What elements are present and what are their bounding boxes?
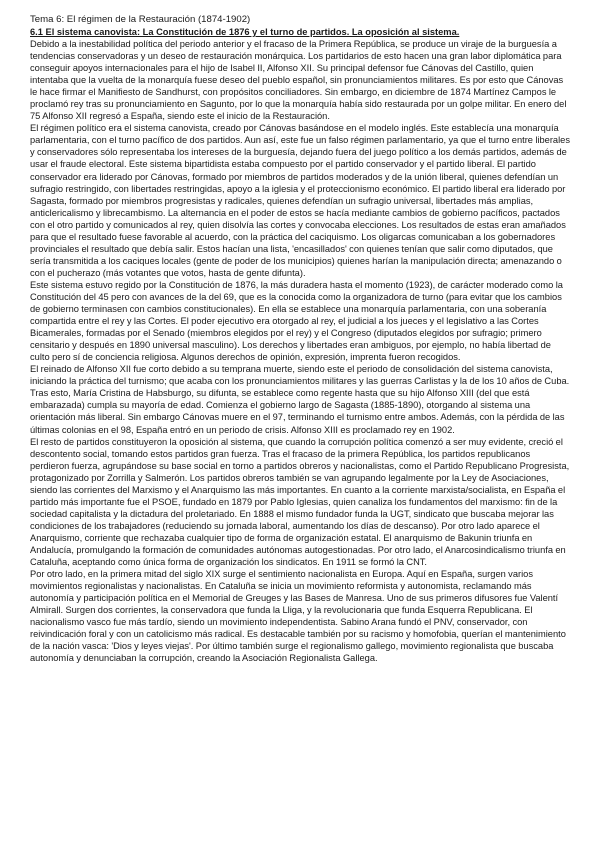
paragraph-alfonso-xii-reign: El reinado de Alfonso XII fue corto debido a su temprana muerte, siendo este el periodo de consolidación del sistema canovista, iniciando la práctica del turnismo; que acaba con los pronunciamientos militares y las guerras Carlistas y la de los 10 años de Cuba. Tras esto, María Cristina de Habsburgo, su difunta, se establece como regente hasta que su hijo Alfonso XIII (del que está embarazada) cumpla su mayoría de edad. Comienza el gobierno largo de Sagasta (1885-1890), otorgando al sistema una orientación más liberal. Sin embargo Cánovas muere en el 97, terminando el turnismo entre ambos. Además, con la pérdida de las últimas colonias en el 98, España entró en un periodo de crisis. Alfonso XIII es proclamado rey en 1902. [30,364,570,435]
section-heading: 6.1 El sistema canovista: La Constitución de 1876 y el turno de partidos. La oposición al sistema. [30,27,460,37]
paragraph-canovist-system: El régimen político era el sistema canovista, creado por Cánovas basándose en el modelo inglés. Este establecía una monarquía parlamentaria, con el turno pacífico de dos partidos. Aun así, este fue un falso régimen parlamentario, ya que el turno entre liberales y conservadores sólo representaba los intereses de la burguesía, dejando fuera del juego político a los demás partidos, además de usar el fraude electoral. Este sistema bipartidista estaba compuesto por el partido conservador y el partido liberal. El partido conservador era liderado por Cánovas, formado por miembros de partidos moderados y de la unión liberal, quienes defendían un sufragio restringido, con libertades restringidas, apoyo a la iglesia y el proteccionismo económico. El partido liberal era liderado por Sagasta, formado por miembros progresistas y radicales, quienes defendían un sufragio universal, libertades más amplias, anticlericalismo y librecambismo. La alternancia en el poder de estos se hacía mediante cambios de gobierno pacíficos, pactados con el otro partido y comunicados al rey, quien disolvía las cortes y convocaba elecciones. Los resultados de estas eran amañados para que el resultado fuese favorable al acuerdo, con la práctica del caciquismo. Los oligarcas comunicaban a los gobernadores provinciales el resultado que debía salir. Estos hacían una lista, 'encasillados' con quienes tenían que salir como diputados, que sería transmitida a los caciques locales (gente de poder de los municipios) quienes harían la manipulación directa; amenazando o con el pucherazo (más votantes que votos, hasta de gente difunta). [30,123,570,278]
document-title: Tema 6: El régimen de la Restauración (1874-1902) [30,14,251,25]
paragraph-constitution-1876: Este sistema estuvo regido por la Constitución de 1876, la más duradera hasta el momento (1923), de carácter moderado como la Constitución del 45 pero con avances de la del 69, que es la conocida como la organizadora de turno (para evitar que los cambios de gobierno terminasen con cambios constitucionales). En ella se establece una monarquía parlamentaria, con una soberanía compartida entre el rey y las Cortes. El poder ejecutivo era otorgado al rey, el judicial a los jueces y el legislativo a las Cortes Bicamerales, formadas por el Senado (miembros elegidos por el rey) y el Congreso (diputados elegidos por sufragio; primero censitario y después en 1890 universal masculino). Los derechos y libertades eran ambiguos, por ejemplo, no había libertad de culto pero sí de conciencia religiosa. Algunos derechos de opinión, expresión, imprenta fueron recogidos. [30,279,563,363]
paragraph-restoration-origins: Debido a la inestabilidad política del periodo anterior y el fracaso de la Primera República, se produce un viraje de la burguesía a tendencias conservadoras y un deseo de restauración monárquica. Los partidarios de esto hacen una gran labor diplomática para conseguir apoyos internacionales para el hijo de Isabel II, Alfonso XII. Su principal defensor fue Cánovas del Castillo, quien intentaba que la vuelta de la monarquía fuese deseo del pueblo español, sin pronunciamientos militares. Es por esto que Cánovas le hace firmar el Manifiesto de Sandhurst, con propósitos conciliadores. Sin embargo, en diciembre de 1874 Martínez Campos le proclamó rey tras su pronunciamiento en Sagunto, por lo que la monarquía había sido restaurada por un golpe militar. En enero del 75 Alfonso XII regresó a España, siendo este el inicio de la Restauración. [30,39,567,122]
paragraph-opposition-parties: El resto de partidos constituyeron la oposición al sistema, que cuando la corrupción política comenzó a ser muy evidente, creció el descontento social, tomando estos partidos gran fuerza. Tras el fracaso de la primera República, los partidos republicanos perdieron fuerza, agrupándose su base social en torno a partidos obreros y nacionalistas, como el Partido Republicano Progresista, protagonizado por Zorrilla y Salmerón. Los partidos obreros también se van agrupando legalmente por la Ley de Asociaciones, siendo las corrientes del Marxismo y el Anarquismo las más importantes. En cuanto a la corriente marxista/socialista, en España el partido más importante fue el PSOE, fundado en 1879 por Pablo Iglesias, quien canaliza los fundamentos del marxismo: fin de la sociedad capitalista y la dictadura del proletariado. En 1888 el mismo fundador funda la UGT, sindicato que buscaba mejorar las condiciones de los trabajadores (reduciendo su jornada laboral, aumentando los días de descanso). Por otro lado aparece el Anarquismo, corriente que rechazaba cualquier tipo de forma de organización estatal. El anarquismo de Bakunin triunfa en Andalucía, promulgando la formación de comunidades autónomas autogestionadas. Por otro lado, el Anarcosindicalismo triunfa en Cataluña, aceptando como única forma de organización los sindicatos. En 1911 se formó la CNT. [30,436,570,568]
paragraph-nationalisms: Por otro lado, en la primera mitad del siglo XIX surge el sentimiento nacionalista en Europa. Aquí en España, surgen varios movimientos regionalistas y nacionalistas. En Cataluña se inicia un movimiento reformista y autonomista, reclamando más autonomía y participación política en el Memorial de Greuges y las Bases de Manresa. Uno de sus primeros difusores fue Valentí Almirall. Surgen dos corrientes, la conservadora que funda la Lliga, y la revolucionaria que funda Esquerra Republicana. El nacionalismo vasco fue más tardío, siendo un movimiento independentista. Sabino Arana fundó el PNV, conservador, con reivindicación foral y con un catolicismo más radical. Es destacable también por su racismo y homofobia, querían el mantenimiento de la nación vasca: 'Dios y leyes viejas'. Por último también surge el regionalismo gallego, movimiento regionalista que buscaba autonomía y denunciaban la corrupción, creando la Asociación Regionalista Gallega. [30,569,566,664]
